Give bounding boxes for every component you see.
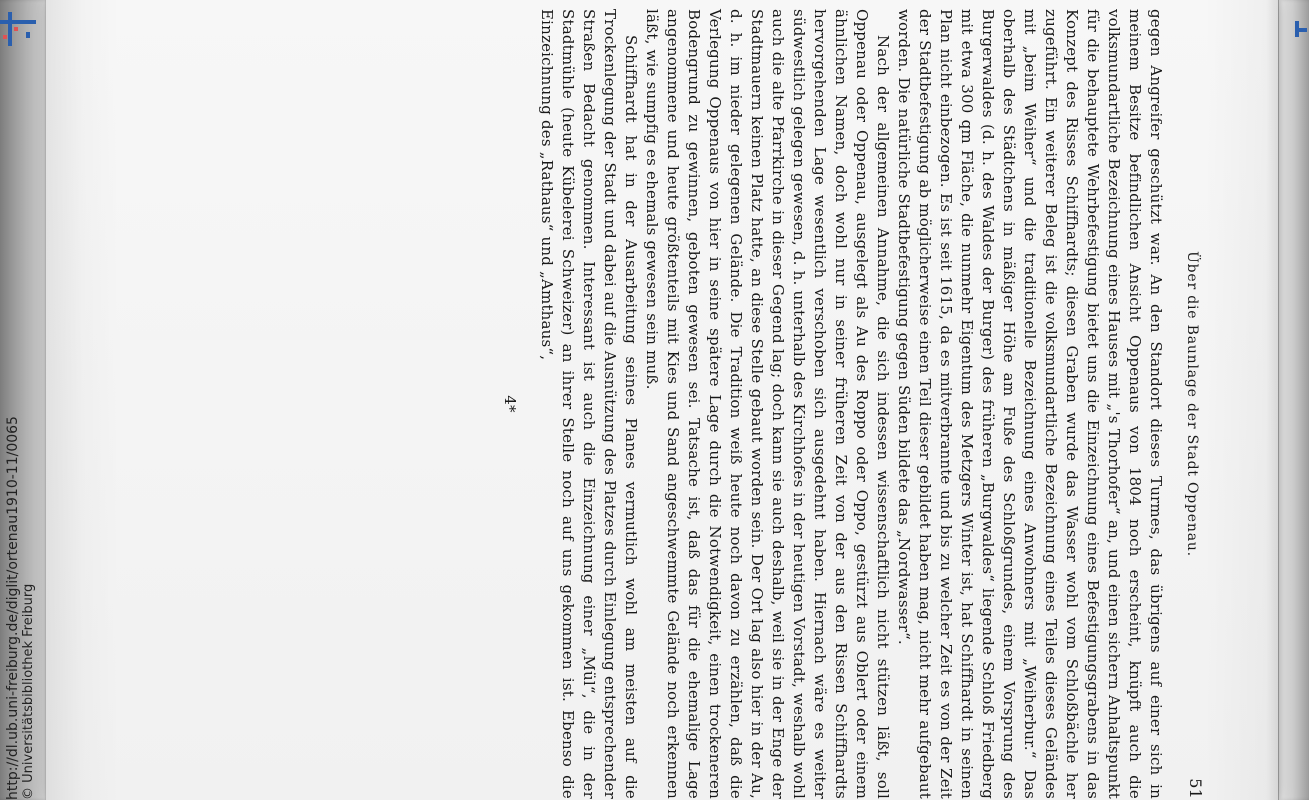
left-mark-blue-square (26, 32, 30, 38)
right-mark-horizontal-bar (1299, 28, 1307, 32)
digital-library-mark-icon (0, 12, 36, 46)
digital-library-mark-icon (1295, 21, 1309, 37)
running-head: Über die Baunlage der Stadt Oppenau. (1184, 251, 1200, 557)
left-mark-red-square-1 (14, 27, 18, 31)
page-number: 51 (1186, 778, 1205, 799)
rotated-page-content (191, 0, 1291, 800)
right-mark-vertical-bar (1295, 21, 1299, 37)
scanned-page (46, 0, 1278, 800)
source-url-text: http://dl.ub.uni-freiburg.de/diglit/ortenau1910-11/0065 (5, 416, 21, 800)
paragraph-2: Nach der allgemeinen Annahme, die sich indessen wissenschaftlich nicht stützen läßt, soll Oppenau oder Oppenau, ausgelegt als Au des Roppo oder Oppo, gestürzt aus Oblert oder einem ähnlichen Namen, doch wohl nur in seiner früheren Zeit von der aus den Rissen Schiffhardts hervorgehenden Lage wesentlich verschoben sich ausgedehnt haben. Hiernach wäre es weiter südwestlich gelegen gewesen, d. h. unterhalb des Kirchhofes in der heutigen Vorstadt, weshalb wohl auch die alte Pfarrkirche in dieser Gegend lag; doch kann sie auch deshalb, weil sie in der Enge der Stadtmauern keinen Platz hatte, an diese Stelle gebaut worden sein. Der Ort lag also hier in der Au, d. h. im nieder gelegenen Gelände. Die Tradition weiß heute noch davon zu erzählen, daß die Verlegung Oppenaus von hier in seine spätere Lage durch die Notwendigkeit, einen trockeneren Bodengrund zu gewinnen, geboten gewesen sei. Tatsache ist, daß das für die ehemalige Lage angenommene und heute größtenteils mit Kies und Sand angeschwemmte Gelände noch erkennen läßt, wie sumpfig es ehemals gewesen sein muß. (643, 9, 892, 799)
footer-number: 4* (501, 395, 519, 413)
left-mark-horizontal-bar (0, 20, 36, 24)
book-text-block (226, 9, 1206, 799)
left-mark-vertical-bar (8, 12, 12, 46)
paragraph-3: Schiffhardt hat in der Ausarbeitung seines Planes vermutlich wohl am meisten auf die Trockenlegung der Stadt und dabei auf die Ausnützung des Platzes durch Einlegung entsprechender Straßen Bedacht genommen. Interessant ist auch die Einzeichnung einer „Mül“, die in der Stadtmühle (heute Kübelerei Schweizer) an ihrer Stelle noch auf uns gekommen ist. Ebenso die Einzeichnung des „Rathaus“ und „Amthaus“, (538, 9, 640, 799)
page-edge-shadow (1266, 0, 1278, 800)
left-watermark (5, 0, 43, 800)
page-header (1166, 9, 1206, 799)
copyright-text: © Universitätsbibliothek Freiburg (21, 583, 36, 800)
left-mark-red-square-2 (3, 35, 7, 39)
paragraph-1: gegen Angreifer geschützt war. An den Standort dieses Turmes, das übrigens auf einer sich in meinem Besitze befindlichen Ansicht Oppenaus von 1804 noch erscheint, knüpft auch die volksmundartliche Bezeichnung eines Hauses mit „'s Thorhofer“ an, und einen sichern Anhaltspunkt für die behauptete Wehrbefestigung bietet uns die Einzeichnung eines Befestigungsgrabens in das Konzept des Risses Schiffhardts; diesen Graben wurde das Wasser wohl vom Schloßbächle her zugeführt. Ein weiterer Beleg ist die volksmundartliche Bezeichnung eines Teiles dieses Geländes mit „beim Weiher“ und die traditionelle Bezeichnung eines Anwohners mit „Weiherbur.“ Das oberhalb des Städtchens in mäßiger Höhe am Fuße des Schloßgrundes, einem Vorsprung des Burgerwaldes (d. h. des Waldes der Burger) des früheren „Burgwaldes“ liegende Schloß Friedberg mit etwa 300 qm Fläche, die nunmehr Eigentum des Metzgers Winter ist, hat Schiffhardt in seinen Plan nicht einbezogen. Es ist seit 1615, da es mitverbrannte und bis zu welcher Zeit es von der Zeit der Stadtbefestigung ab möglicherweise einen Teil dieser gebildet haben mag, nicht mehr aufgebaut worden. Die natürliche Stadtbefestigung gegen Süden bildete das „Nordwasser“. (895, 9, 1165, 799)
